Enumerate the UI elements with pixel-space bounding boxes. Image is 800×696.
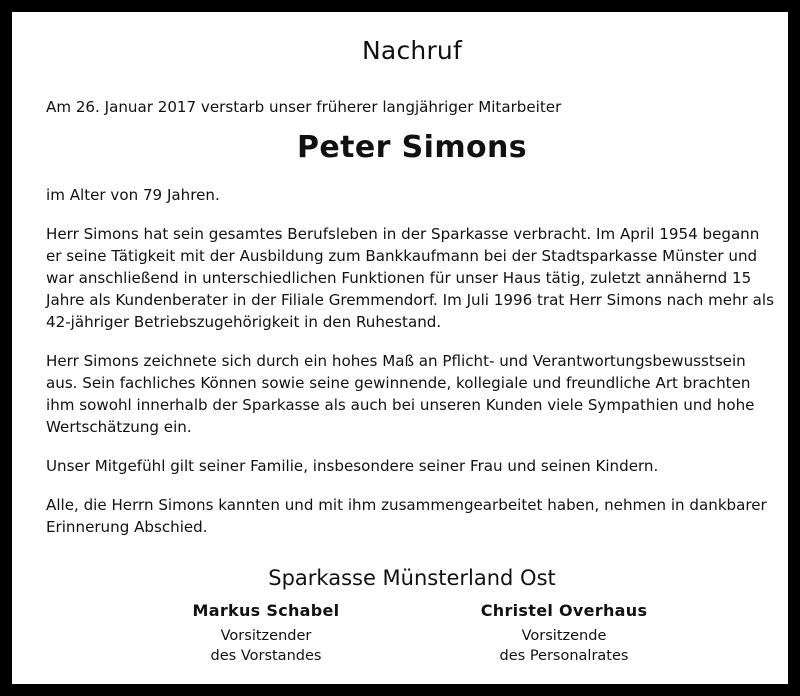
deceased-name: Peter Simons [296,130,528,165]
character-paragraph: Herr Simons zeichnete sich durch ein hohes Maß an Pflicht- und Verantwortungsbewusstsein aus. Sein fachliches Können sowie seine gewinnende, kollegiale und freundliche Art brachten ihm sowohl innerhalb der Sparkasse als auch bei unseren Kunden viele Sympathien und hohe Wertschätzung ein. [46,352,755,436]
career-paragraph: Herr Simons hat sein gesamtes Berufsleben in der Sparkasse verbracht. Im April 1954 begann er seine Tätigkeit mit der Ausbildung zum Bankkaufmann bei der Stadtsparkasse Münster und war anschließend in unterschiedlichen Funktionen für unser Haus tätig, zuletzt annähernd 15 Jahre als Kundenberater in der Filiale Gremmendorf. Im Juli 1996 trat Herr Simons nach mehr als 42-jähriger Betriebszugehörigkeit in den Ruhestand. [46,225,774,331]
signer-role-line: des Vorstandes [210,648,322,664]
signer-left [156,600,376,666]
notice-title: Nachruf [362,36,462,65]
signer-role-line: Vorsitzende [521,628,607,644]
signer-name: Markus Schabel [192,601,340,620]
signer-role [454,626,674,666]
notice-content [46,34,778,680]
age-text: im Alter von 79 Jahren. [46,186,220,204]
signer-role-line: Vorsitzender [220,628,312,644]
intro-text: Am 26. Januar 2017 verstarb unser früherer langjähriger Mitarbeiter [46,98,562,116]
signer-role-line: des Personalrates [499,648,629,664]
farewell-paragraph: Alle, die Herrn Simons kannten und mit ihm zusammengearbeitet haben, nehmen in dankbarer Erinnerung Abschied. [46,496,767,536]
organization-name: Sparkasse Münsterland Ost [268,566,556,590]
signer-role [156,626,376,666]
signers-block [46,600,778,680]
signer-name: Christel Overhaus [480,601,648,620]
condolence-paragraph: Unser Mitgefühl gilt seiner Familie, insbesondere seiner Frau und seinen Kindern. [46,457,659,475]
signer-right [454,600,674,666]
